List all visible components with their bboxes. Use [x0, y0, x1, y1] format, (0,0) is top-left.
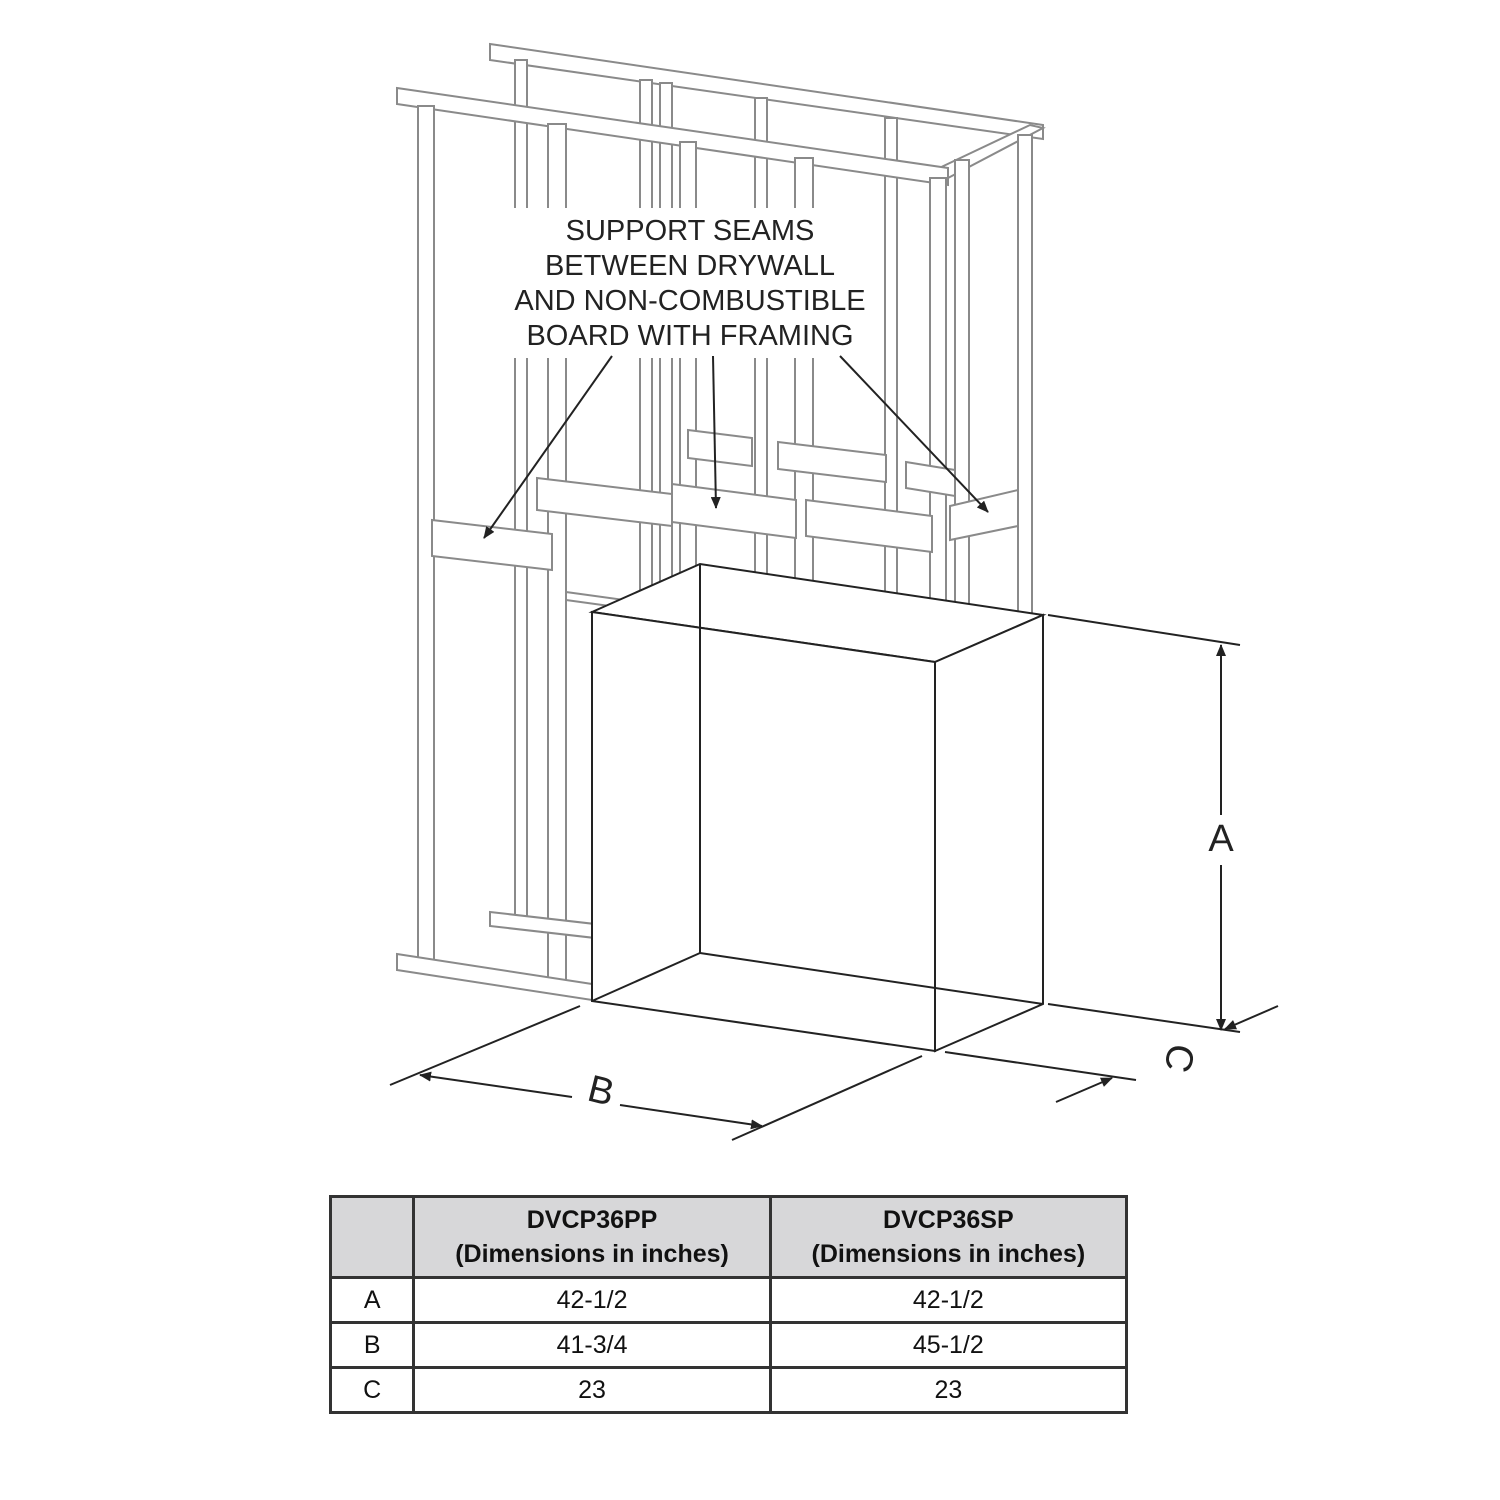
callout-line: SUPPORT SEAMS [565, 215, 815, 247]
extension-line [1048, 1004, 1240, 1032]
row-label: A [331, 1278, 414, 1323]
table-cell: 41-3/4 [414, 1323, 770, 1368]
column-header-dvcp36sp [770, 1197, 1126, 1278]
extension-line [1048, 615, 1240, 645]
column-unit-note: (Dimensions in inches) [455, 1240, 729, 1268]
dimension-a-label: A [1208, 818, 1234, 860]
dimension-line [420, 1075, 572, 1097]
blocking [806, 500, 932, 552]
side-stud [1018, 135, 1032, 615]
callout-line: AND NON-COMBUSTIBLE [514, 285, 866, 317]
dimension-b-label: B [583, 1067, 619, 1115]
row-label: C [331, 1368, 414, 1413]
extension-line [390, 1006, 580, 1085]
callout-line: BETWEEN DRYWALL [544, 250, 836, 282]
enclosure-right-face [935, 615, 1043, 1051]
extension-line [945, 1052, 1136, 1080]
column-unit-note: (Dimensions in inches) [811, 1240, 1086, 1268]
row-label: B [331, 1323, 414, 1368]
leader-arrow [713, 356, 716, 508]
table-cell: 23 [770, 1368, 1126, 1413]
dimensions-table [329, 1195, 1128, 1414]
front-stud [930, 178, 946, 628]
column-header-dvcp36pp [414, 1197, 770, 1278]
table-row [331, 1278, 1127, 1323]
table-cell: 23 [414, 1368, 770, 1413]
dimension-c-label: C [1154, 1039, 1203, 1077]
table-row [331, 1368, 1127, 1413]
enclosure-front-face [592, 612, 935, 1051]
table-cell: 42-1/2 [770, 1278, 1126, 1323]
table-header-row [331, 1197, 1127, 1278]
dimension-line [1225, 1006, 1278, 1029]
table-cell: 45-1/2 [770, 1323, 1126, 1368]
side-stud [955, 160, 969, 640]
dimension-line [620, 1105, 762, 1126]
extension-line [732, 1056, 922, 1140]
table-row [331, 1323, 1127, 1368]
blocking [688, 430, 752, 466]
callout-text [510, 208, 870, 358]
fireplace-enclosure [592, 564, 1043, 1051]
column-model: DVCP36SP [883, 1206, 1014, 1234]
table-cell: 42-1/2 [414, 1278, 770, 1323]
callout-line: BOARD WITH FRAMING [526, 320, 854, 352]
table-corner-cell [331, 1197, 414, 1278]
dimension-line [1056, 1078, 1112, 1102]
blocking [906, 462, 955, 496]
column-model: DVCP36PP [526, 1206, 658, 1234]
